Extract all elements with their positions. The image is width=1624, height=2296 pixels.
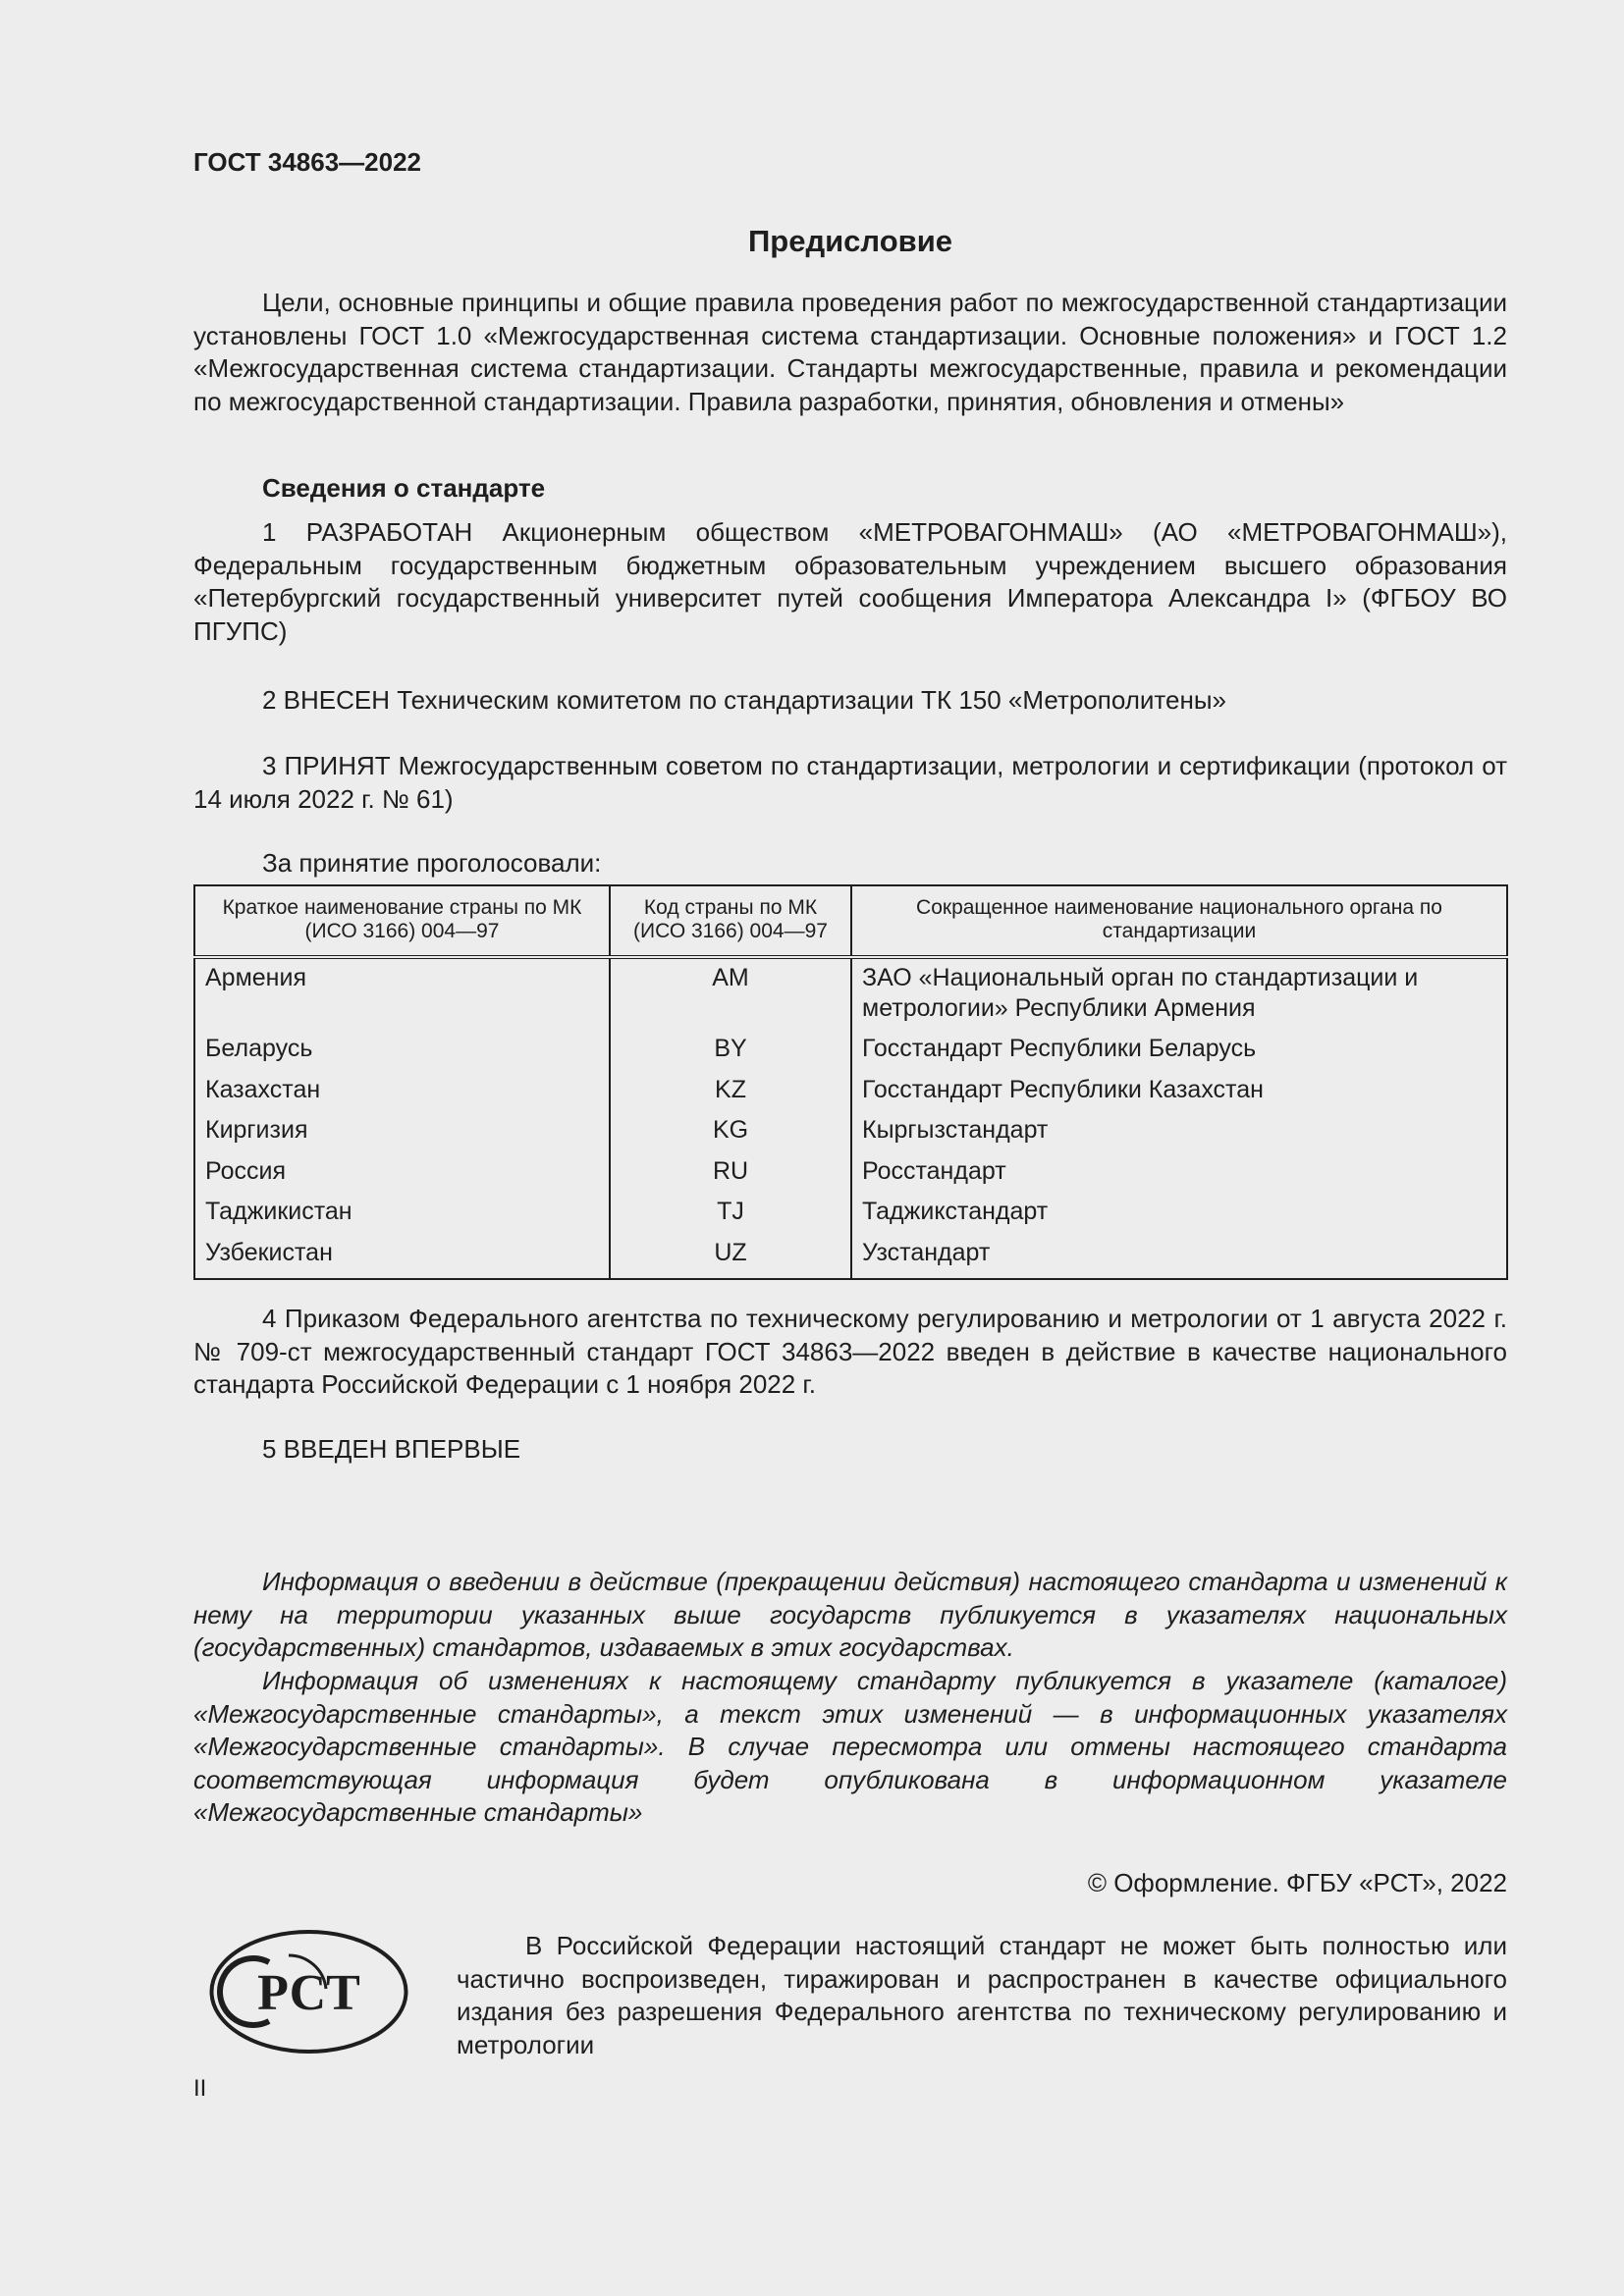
body-cell: Госстандарт Республики Казахстан [862,1075,1264,1103]
intro-paragraph: Цели, основные принципы и общие правила проведения работ по межгосударственной стандартизации установлены ГОСТ 1.0 «Межгосударственная система стандартизации. Основные положения» и ГОСТ 1.2 «Межгосударственная система стандартизации. Стандарты межгосударственные, правила и рекомендации по межгосударственной стандартизации. Правила разработки, принятия, обновления и отмены» [193,288,1507,416]
table-row [194,1034,1507,1075]
country-cell: Киргизия [194,1115,610,1156]
body-cell: Таджикстандарт [862,1198,1049,1225]
standard-id: ГОСТ 34863—2022 [193,147,421,177]
table-row [194,1197,1507,1238]
body-cell: Кыргызстандарт [862,1116,1049,1144]
country-cell: Армения [194,957,610,1034]
table-header-row [194,885,1507,957]
code-cell: KZ [610,1075,851,1116]
table-row [194,1156,1507,1198]
body-cell: Госстандарт Республики Беларусь [862,1035,1257,1062]
item-4-enacted: 4 Приказом Федерального агентства по техническому регулированию и метрологии от 1 августа 2022 г. № 709-ст межгосударственный стандарт ГОСТ 34863—2022 введен в действие в качестве национального стандарта Российской Федерации с 1 ноября 2022 г. [193,1304,1507,1399]
info-note-1: Информация о введении в действие (прекращении действия) настоящего стандарта и изменений к нему на территории указанных выше государств публикуется в указателях национальных (государственных) стандартов, издаваемых в этих государствах. [193,1567,1507,1662]
country-cell: Таджикистан [194,1197,610,1238]
info-note-2: Информация об изменениях к настоящему стандарту публикуется в указателе (каталоге) «Межгосударственные стандарты», а текст этих изменений — в информационных указателях «Межгосударственные стандарты». В случае пересмотра или отмены настоящего стандарта соответствующая информация будет опубликована в информационном указателе «Межгосударственные стандарты» [193,1666,1507,1827]
item-5-first-introduced: 5 ВВЕДЕН ВПЕРВЫЕ [262,1434,521,1464]
country-cell: Узбекистан [194,1238,610,1280]
table-row [194,957,1507,1034]
vote-label: За принятие проголосовали: [262,848,602,878]
item-1-developer: 1 РАЗРАБОТАН Акционерным обществом «МЕТРОВАГОНМАШ» (АО «МЕТРОВАГОНМАШ»), Федеральным государственным бюджетным образовательным учреждением высшего образования «Петербургский государственный университет путей сообщения Императора Александра I» (ФГБОУ ВО ПГУПС) [193,517,1507,646]
body-cell: ЗАО «Национальный орган по стандартизации и метрологии» Республики Армения [862,964,1419,1022]
page-title: Предисловие [747,224,952,258]
legal-notice: В Российской Федерации настоящий стандарт не может быть полностью или частично воспроизведен, тиражирован и распространен в качестве официального издания без разрешения Федерального агентства по техническому регулированию и метрологии [457,1931,1507,2059]
code-cell: RU [610,1156,851,1198]
code-cell: KG [610,1115,851,1156]
header-country: Краткое наименование страны по МК (ИСО 3166) 004—97 [194,885,610,957]
country-cell: Беларусь [194,1034,610,1075]
code-cell: UZ [610,1238,851,1280]
body-cell: Узстандарт [862,1238,991,1266]
country-cell: Россия [194,1156,610,1198]
info-heading: Сведения о стандарте [262,473,546,503]
rst-logo-icon [208,1928,409,2056]
code-cell: AM [610,957,851,1034]
header-body: Сокращенное наименование национального органа по стандартизации [851,885,1507,957]
item-3-adopted: 3 ПРИНЯТ Межгосударственным советом по стандартизации, метрологии и сертификации (протокол от 14 июля 2022 г. № 61) [193,751,1507,814]
code-cell: TJ [610,1197,851,1238]
item-2-introduced: 2 ВНЕСЕН Техническим комитетом по стандартизации ТК 150 «Метрополитены» [262,685,1226,715]
code-cell: BY [610,1034,851,1075]
table-row [194,1238,1507,1280]
table-row [194,1075,1507,1116]
logo-text: РСТ [257,1965,360,2021]
country-cell: Казахстан [194,1075,610,1116]
header-code: Код страны по МК (ИСО 3166) 004—97 [610,885,851,957]
body-cell: Росстандарт [862,1156,1006,1185]
votes-table [193,884,1508,1280]
page-number: II [193,2075,207,2102]
copyright: © Оформление. ФГБУ «РСТ», 2022 [1087,1868,1507,1897]
table-row [194,1115,1507,1156]
